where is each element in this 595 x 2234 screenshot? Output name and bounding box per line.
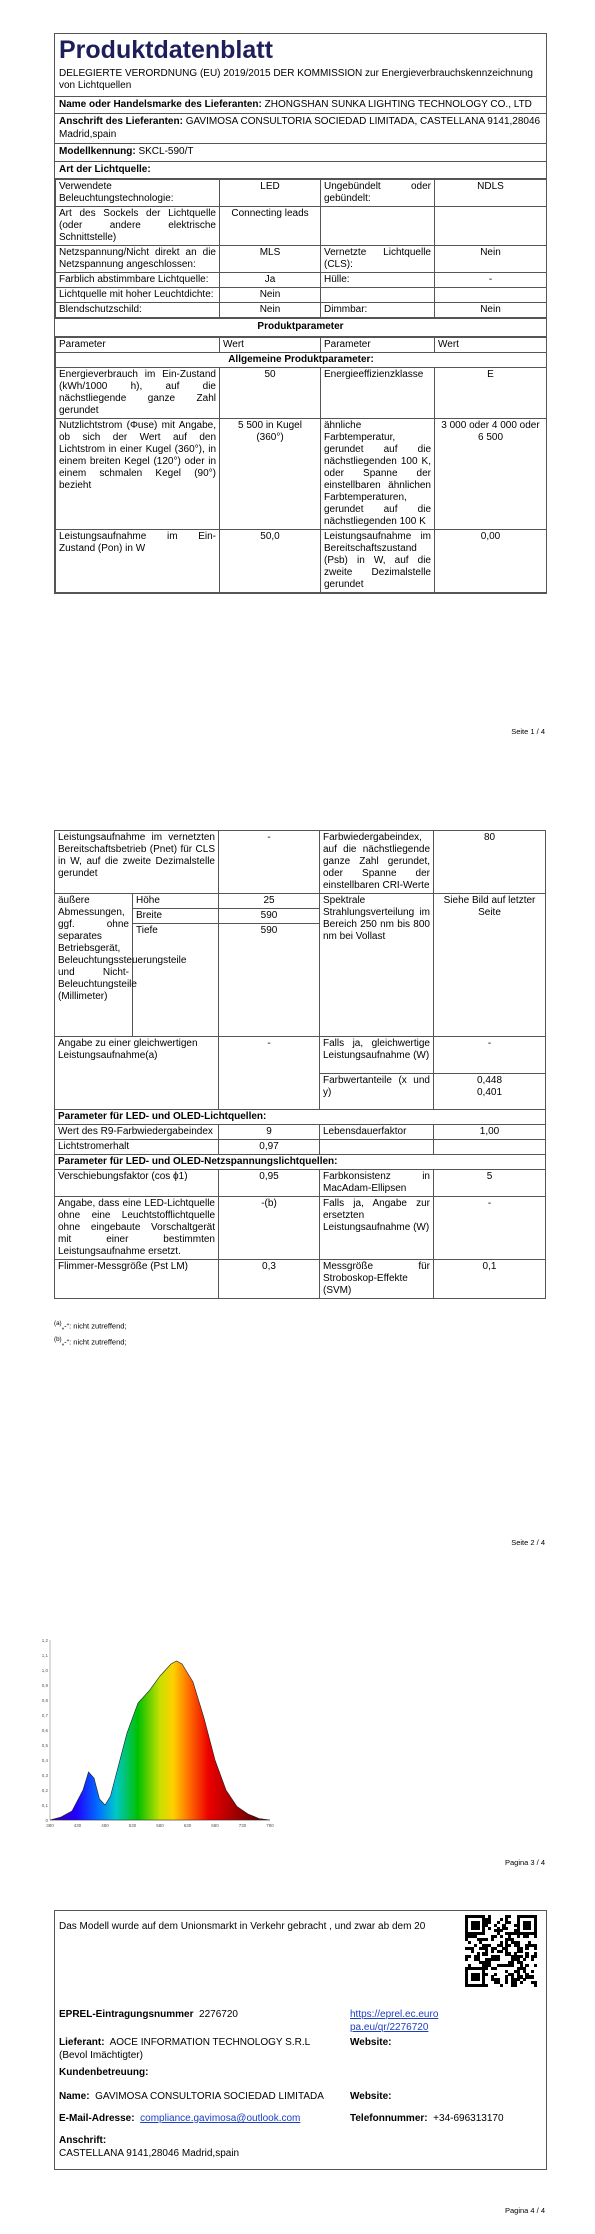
param-row (56, 367, 547, 418)
maint-empty-1 (320, 1140, 434, 1155)
param-label-2: Leistungsaufnahme im Bereitschaftszustand (Psb) in W, auf die zweite Dezimalstelle gerundet (321, 529, 435, 592)
light-source-type-heading: Art der Lichtquelle: (55, 162, 546, 180)
type-param-value-2: Nein (435, 303, 547, 318)
footnote-b-mark: (b) (54, 1336, 62, 1343)
type-param-label-2 (321, 288, 435, 303)
y-tick-label: 1,2 (41, 1638, 48, 1643)
maint-label: Lichtstromerhalt (55, 1140, 219, 1155)
param-label: Flimmer-Messgröße (Pst LM) (55, 1260, 219, 1299)
maintenance-row (55, 1140, 546, 1155)
supplier-label: Lieferant: (59, 2037, 105, 2048)
r9-label: Wert des R9-Farbwiedergabeindex (55, 1125, 219, 1140)
survival-value: 1,00 (434, 1125, 546, 1140)
spectral-label: Spektrale Strahlungsverteilung im Bereich 250 nm bis 800 nm bei Vollast (320, 894, 434, 1037)
param-value-2: E (435, 367, 547, 418)
type-param-label-2: Vernetzte Lichtquelle (CLS): (321, 246, 435, 273)
supplier-address-row (55, 114, 546, 144)
equiv-label (55, 1037, 219, 1110)
col-header-value-2: Wert (435, 337, 547, 352)
type-param-value-2 (435, 207, 547, 246)
y-tick-label: 0,9 (41, 1683, 48, 1688)
param-value-2: 0,1 (434, 1260, 546, 1299)
param-label-2: Falls ja, Angabe zur ersetzten Leistungsaufnahme (W) (320, 1197, 434, 1260)
param-row (56, 418, 547, 529)
color-coords-label: Farbwertanteile (x und y) (320, 1073, 434, 1110)
page-2 (0, 830, 595, 1550)
r9-value: 9 (219, 1125, 320, 1140)
phone-value: +34-696313170 (433, 2113, 504, 2124)
param-value-2: 80 (434, 831, 546, 894)
email-link[interactable]: compliance.gavimosa@outlook.com (140, 2113, 301, 2124)
type-param-label: Verwendete Beleuchtungstechnologie: (56, 180, 220, 207)
param-value: 50,0 (220, 529, 321, 592)
x-tick-label: 680 (211, 1823, 219, 1828)
footnote-a-text: „-“: nicht zutreffend; (61, 1321, 127, 1331)
x-tick-label: 730 (238, 1823, 247, 1828)
footnote-a (54, 1320, 127, 1331)
footnote-b (54, 1336, 127, 1347)
equiv-right-value: - (434, 1037, 546, 1074)
dim-height-value: 25 (219, 894, 320, 909)
x-tick-label: 630 (183, 1823, 192, 1828)
color-y-value: 0,401 (476, 1086, 503, 1098)
col-header-param: Parameter (56, 337, 220, 352)
col-header-value: Wert (220, 337, 321, 352)
y-tick-label: 0,3 (41, 1773, 48, 1778)
product-params-table (55, 337, 547, 593)
x-tick-label: 780 (266, 1823, 274, 1828)
page-4 (0, 1910, 595, 2234)
contact-box (54, 1910, 547, 2170)
dim-height-label: Höhe (133, 894, 219, 909)
param-value: 50 (220, 367, 321, 418)
footnote-b-text: „-“: nicht zutreffend; (61, 1337, 127, 1347)
y-tick-label: 0 (45, 1818, 48, 1823)
eprel-label: EPREL-Eintragungsnummer (59, 2009, 194, 2020)
type-param-value-2: Nein (435, 246, 547, 273)
x-tick-label: 380 (46, 1823, 54, 1828)
type-param-value-2: NDLS (435, 180, 547, 207)
type-row (56, 303, 547, 318)
supplier-address-label: Anschrift des Lieferanten: (59, 116, 183, 127)
y-tick-label: 0,8 (41, 1698, 48, 1703)
led-params-heading: Parameter für LED- und OLED-Lichtquellen: (55, 1110, 546, 1125)
type-row (56, 246, 547, 273)
spectral-distribution-chart (36, 1634, 276, 1834)
dim-depth-value: 590 (219, 924, 320, 1037)
x-tick-label: 580 (156, 1823, 164, 1828)
datasheet-header (55, 34, 546, 97)
phone-label: Telefonnummer: (350, 2113, 428, 2124)
type-row (56, 288, 547, 303)
r9-row (55, 1125, 546, 1140)
supplier-row (59, 2037, 339, 2062)
param-value: 0,95 (219, 1170, 320, 1197)
type-param-label-2: Hülle: (321, 273, 435, 288)
y-tick-label: 0,6 (41, 1728, 48, 1733)
type-param-value-2: - (435, 273, 547, 288)
y-tick-label: 0,1 (41, 1803, 48, 1808)
y-tick-label: 0,4 (41, 1758, 48, 1763)
param-label-2: Messgröße für Stroboskop-Effekte (SVM) (320, 1260, 434, 1299)
type-param-label: Netzspannung/Nicht direkt an die Netzspannung angeschlossen: (56, 246, 220, 273)
color-coords-value (434, 1073, 546, 1110)
phone-row (350, 2113, 504, 2126)
website-label-2: Website: (350, 2091, 392, 2102)
type-row (56, 180, 547, 207)
customer-service-label: Kundenbetreuung: (59, 2067, 149, 2078)
email-label: E-Mail-Adresse: (59, 2113, 135, 2124)
page-number-3: Pagina 3 / 4 (504, 1858, 545, 1867)
param-label: Angabe, dass eine LED-Lichtquelle ohne eine Leuchtstofflichtquelle ohne eingebaute Vorschaltgerät mit einer bestimmten Leistungsaufnahme ersetzt. (55, 1197, 219, 1260)
param-label: Energieverbrauch im Ein-Zustand (kWh/1000 h), auf die nächstliegende ganze Zahl gerundet (56, 367, 220, 418)
model-row (55, 144, 546, 162)
param-value-2: 3 000 oder 4 000 oder 6 500 (435, 418, 547, 529)
type-param-label: Lichtquelle mit hoher Leuchtdichte: (56, 288, 220, 303)
x-tick-label: 530 (128, 1823, 137, 1828)
page-number: Seite 1 / 4 (511, 727, 545, 736)
supplier-value: AOCE INFORMATION TECHNOLOGY S.R.L (Bevol Imächtigter) (59, 2037, 310, 2061)
datasheet-box-2 (54, 830, 545, 1299)
param-row (55, 1197, 546, 1260)
maint-value: 0,97 (219, 1140, 320, 1155)
param-label-2: Farbkonsistenz in MacAdam-Ellipsen (320, 1170, 434, 1197)
page-title: Produktdatenblatt (59, 36, 273, 64)
param-value: -(b) (219, 1197, 320, 1260)
supplier-name-label: Name oder Handelsmarke des Lieferanten: (59, 98, 262, 110)
y-tick-label: 0,7 (41, 1713, 48, 1718)
x-tick-label: 480 (101, 1823, 109, 1828)
param-label-2: Energieeffizienzklasse (321, 367, 435, 418)
website-label: Website: (350, 2037, 392, 2048)
param-label: Verschiebungsfaktor (cos ϕ1) (55, 1170, 219, 1197)
type-param-label: Art des Sockels der Lichtquelle (oder andere elektrische Schnittstelle) (56, 207, 220, 246)
param-row (56, 529, 547, 592)
param-row (55, 1170, 546, 1197)
y-tick-label: 0,2 (41, 1788, 48, 1793)
type-param-label: Farblich abstimmbare Lichtquelle: (56, 273, 220, 288)
mains-params-heading: Parameter für LED- und OLED-Netzspannungslichtquellen: (55, 1155, 546, 1170)
type-param-value: Nein (220, 303, 321, 318)
type-row (56, 273, 547, 288)
x-tick-label: 430 (73, 1823, 82, 1828)
equiv-label-text: Angabe zu einer gleichwertigen Leistungsaufnahme(a) (58, 1038, 198, 1061)
type-param-value: MLS (220, 246, 321, 273)
name-value: GAVIMOSA CONSULTORIA SOCIEDAD LIMITADA (95, 2091, 324, 2102)
param-label: Leistungsaufnahme im Ein-Zustand (Pon) in W (56, 529, 220, 592)
page-3 (0, 1620, 595, 1880)
type-param-value: Nein (220, 288, 321, 303)
page-number-2: Seite 2 / 4 (511, 1538, 545, 1547)
type-param-value: Ja (220, 273, 321, 288)
maint-empty-2 (434, 1140, 546, 1155)
dim-depth-label: Tiefe (133, 924, 219, 1037)
param-value-2: 5 (434, 1170, 546, 1197)
survival-label: Lebensdauerfaktor (320, 1125, 434, 1140)
type-param-label-2: Ungebündelt oder gebündelt: (321, 180, 435, 207)
address-value: CASTELLANA 9141,28046 Madrid,spain (59, 2148, 240, 2159)
eprel-number: 2276720 (199, 2009, 238, 2020)
market-text: Das Modell wurde auf dem Unionsmarkt in Verkehr gebracht , und zwar ab dem 20 (59, 1921, 426, 1932)
name-row (59, 2091, 339, 2104)
model-label: Modellkennung: (59, 146, 136, 157)
type-param-label-2: Dimmbar: (321, 303, 435, 318)
equiv-right-label: Falls ja, gleichwertige Leistungsaufnahme (W) (320, 1037, 434, 1074)
param-value: 5 500 in Kugel (360°) (220, 418, 321, 529)
eprel-row (59, 2009, 339, 2022)
param-value-2: 0,00 (435, 529, 547, 592)
column-header-row (56, 337, 547, 352)
param-value: 0,3 (219, 1260, 320, 1299)
y-tick-label: 1,0 (41, 1668, 48, 1673)
product-params-heading: Produktparameter (55, 318, 546, 337)
y-tick-label: 1,1 (41, 1653, 48, 1658)
param-row (55, 1260, 546, 1299)
type-param-value-2 (435, 288, 547, 303)
type-param-label-2 (321, 207, 435, 246)
light-source-type-table (55, 179, 547, 318)
qr-code[interactable] (465, 1915, 537, 1987)
page-number-4: Pagina 4 / 4 (504, 2206, 545, 2215)
supplier-address: GAVIMOSA CONSULTORIA SOCIEDAD LIMITADA, CASTELLANA 9141,28046 Madrid,spain (59, 116, 541, 140)
dimensions-row (55, 894, 546, 909)
param-row (55, 831, 546, 894)
address-label: Anschrift: (59, 2135, 107, 2146)
type-param-value: LED (220, 180, 321, 207)
datasheet-box (54, 33, 547, 594)
equiv-value: - (219, 1037, 320, 1110)
param-value-2: - (434, 1197, 546, 1260)
email-row (59, 2113, 339, 2126)
col-header-param-2: Parameter (321, 337, 435, 352)
supplier-name-row (55, 97, 546, 115)
general-params-heading: Allgemeine Produktparameter: (56, 352, 547, 367)
model-id: SKCL-590/T (138, 146, 194, 157)
y-tick-label: 0,5 (41, 1743, 48, 1748)
param-label-2: Farbwiedergabeindex, auf die nächstliegende ganze Zahl gerundet, oder Spanne der einstellbaren CRI-Werte (320, 831, 434, 894)
param-value: - (219, 831, 320, 894)
supplier-name: ZHONGSHAN SUNKA LIGHTING TECHNOLOGY CO., LTD (264, 98, 532, 110)
param-label: Nutzlichtstrom (Φuse) mit Angabe, ob sich der Wert auf den Lichtstrom in einer Kugel (360°), in einem breiten Kegel (120°) oder in einem schmalen Kegel (90°) bezieht (56, 418, 220, 529)
footnote-a-mark: (a) (54, 1320, 62, 1327)
page2-table (54, 830, 546, 1299)
dim-width-value: 590 (219, 909, 320, 924)
name-label: Name: (59, 2091, 90, 2102)
dim-width-label: Breite (133, 909, 219, 924)
type-param-value: Connecting leads (220, 207, 321, 246)
param-label-2: ähnliche Farbtemperatur, gerundet auf die nächstliegenden 100 K, oder Spanne der einstellbaren ähnlichen Farbtemperaturen, gerundet auf die nächstliegenden 100 K (321, 418, 435, 529)
eprel-link[interactable]: https://eprel.ec.europa.eu/qr/2276720 (350, 2009, 439, 2033)
type-row (56, 207, 547, 246)
page-1 (0, 0, 595, 770)
equiv-row (55, 1037, 546, 1074)
param-label: Leistungsaufnahme im vernetzten Bereitschaftsbetrieb (Pnet) für CLS in W, auf die zweite Dezimalstelle gerundet (55, 831, 219, 894)
type-param-label: Blendschutzschild: (56, 303, 220, 318)
spectral-value: Siehe Bild auf letzter Seite (434, 894, 546, 1037)
spectrum-area (50, 1661, 270, 1820)
dimensions-label: äußere Abmessungen, ggf. ohne separates Betriebsgerät, Beleuchtungssteuerungsteile und Nicht-Beleuchtungsteile (Millimeter) (55, 894, 133, 1037)
regulation-text: DELEGIERTE VERORDNUNG (EU) 2019/2015 DER KOMMISSION zur Energieverbrauchskennzeichnung von Lichtquellen (59, 67, 533, 91)
color-x-value: 0,448 (476, 1074, 503, 1086)
